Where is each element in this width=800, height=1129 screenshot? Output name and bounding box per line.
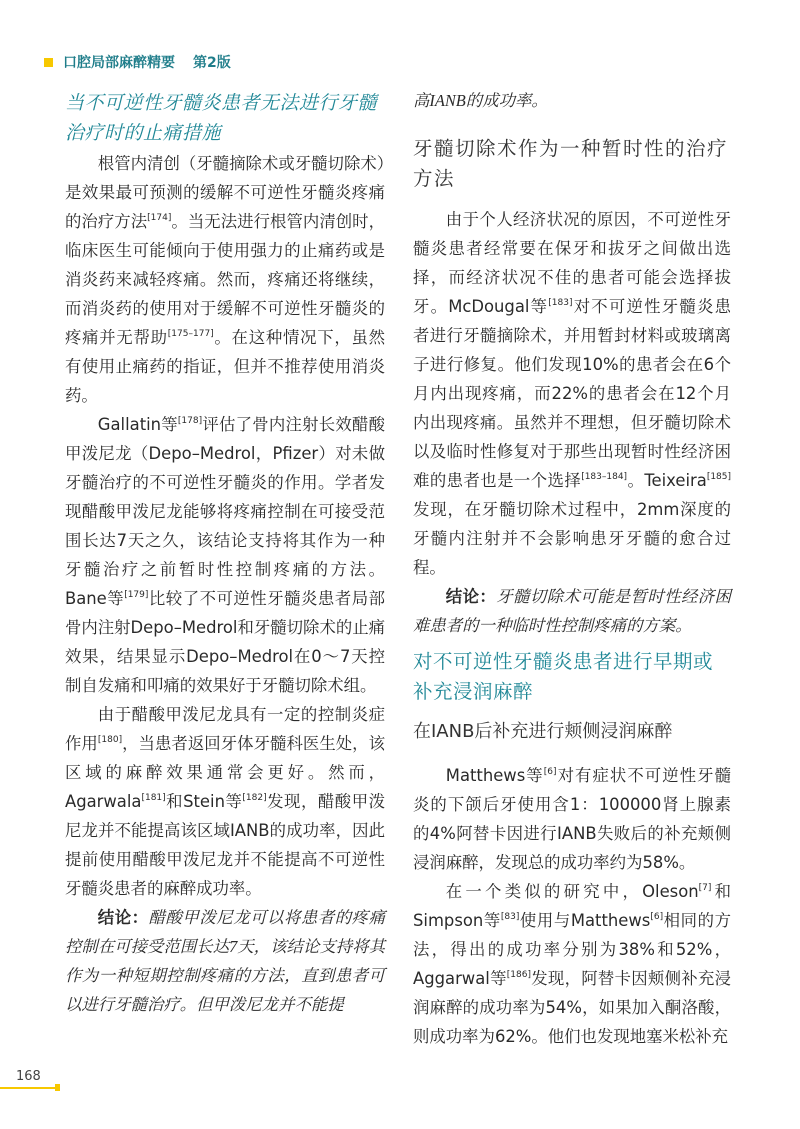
- citation-ref: [178]: [177, 416, 203, 426]
- paragraph: [65, 410, 385, 700]
- conclusion-paragraph: [65, 903, 385, 1019]
- conclusion-paragraph: [413, 582, 731, 640]
- text-run: 根管内清创（牙髓摘除术或牙髓切除术）是效果最可预测的缓解不可逆性牙髓炎疼痛的治疗方法: [65, 154, 385, 231]
- text-run: 。当无法进行根管内清创时，临床医生可能倾向于使用强力的止痛药或是消炎药来减轻疼痛。然而，疼痛还将继续，而消炎药的使用对于缓解不可逆性牙髓炎的疼痛并无帮助: [65, 212, 386, 347]
- text-run: 相同的方法，得出的成功率分别为38%和52%，Aggarwal等: [413, 911, 731, 988]
- citation-ref: [181]: [141, 793, 166, 803]
- text-run: 醋酸甲泼尼龙可以将患者的疼痛控制在可接受范围长达7天，该结论支持将其作为一种短期控制疼痛的方法，直到患者可以进行牙髓治疗。但甲泼尼龙并不能提: [65, 908, 386, 1014]
- text-run: 发现，阿替卡因颊侧补充浸润麻醉的成功率为54%，如果加入酮洛酸，则成功率为62%。他们也发现地塞米松补充: [413, 969, 732, 1046]
- text-run: 和Simpson等: [413, 882, 732, 930]
- citation-ref: [183–184]: [581, 472, 628, 482]
- citation-ref: [7]: [698, 883, 712, 893]
- header-square-icon: [44, 58, 53, 67]
- citation-ref: [6]: [650, 912, 664, 922]
- section-heading-supplemental: 对不可逆性牙髓炎患者进行早期或补充浸润麻醉: [413, 650, 714, 703]
- right-body-2: [413, 761, 731, 1051]
- citation-ref: [83]: [500, 912, 520, 922]
- subheading-buccal: 在IANB后补充进行颊侧浸润麻醉: [413, 721, 673, 742]
- paragraph: [413, 877, 731, 1051]
- conclusion-label: 结论：: [445, 587, 497, 606]
- page-number: 168: [16, 1069, 41, 1084]
- citation-ref: [183]: [548, 298, 573, 308]
- text-run: 发现，醋酸甲泼尼龙并不能提高该区域IANB的成功率，因此提前使用醋酸甲泼尼龙并不能提高不可逆性牙髓炎患者的麻醉成功率。: [65, 792, 386, 898]
- text-run: 在一个类似的研究中，Oleson: [445, 882, 699, 901]
- page-number-rule: [0, 1087, 58, 1089]
- text-run: ，当患者返回牙体牙髓科医生处，该区域的麻醉效果通常会更好。然而，Agarwala: [65, 734, 386, 811]
- left-body: [65, 149, 385, 1019]
- text-run: 使用与Matthews: [519, 911, 651, 930]
- text-run: 由于个人经济状况的原因，不可逆性牙髓炎患者经常要在保牙和拔牙之间做出选择，而经济状况不佳的患者可能会选择拔牙。McDougal等: [413, 210, 731, 316]
- paragraph: [413, 205, 731, 582]
- text-run: 。在这种情况下，虽然有使用止痛药的指证，但并不推荐使用消炎药。: [65, 328, 386, 405]
- text-run: 由于醋酸甲泼尼龙具有一定的控制炎症作用: [65, 705, 385, 753]
- book-title: 口腔局部麻醉精要: [63, 55, 175, 71]
- text-run: 发现，在牙髓切除术过程中，2mm深度的牙髓内注射并不会影响患牙牙髓的愈合过程。: [413, 500, 731, 577]
- text-run: 对不可逆性牙髓炎患者进行牙髓摘除术，并用暂封材料或玻璃离子进行修复。他们发现10%的患者会在6个月内出现疼痛，而22%的患者会在12个月内出现疼痛。虽然并不理想，但牙髓切除术以及临时性修复对于那些出现暂时性经济困难的患者也是一个选择: [413, 297, 731, 490]
- section-heading-pulpotomy: 牙髓切除术作为一种暂时性的治疗方法: [413, 137, 729, 190]
- text-run: 评估了骨内注射长效醋酸甲泼尼龙（Depo–Medrol，Pfizer）对未做牙髓治疗的不可逆性牙髓炎的作用。学者发现醋酸甲泼尼龙能够将疼痛控制在可接受范围长达7天之久，该结论支持将其作为一种牙髓治疗之前暂时性控制疼痛的方法。Bane等: [65, 415, 385, 608]
- citation-ref: [180]: [97, 735, 123, 745]
- running-header: [44, 52, 231, 72]
- paragraph: [65, 700, 385, 903]
- continuation-line: 高IANB的成功率。: [413, 91, 548, 110]
- text-run: 牙髓切除术可能是暂时性经济困难患者的一种临时性控制疼痛的方案。: [413, 587, 732, 635]
- text-run: 对有症状不可逆性牙髓炎的下颌后牙使用含1：100000肾上腺素的4%阿替卡因进行IANB失败后的补充颊侧浸润麻醉，发现总的成功率约为58%。: [413, 766, 731, 872]
- text-run: 。Teixeira: [627, 471, 707, 490]
- citation-ref: [6]: [543, 767, 557, 777]
- text-run: Gallatin等: [97, 415, 178, 434]
- paragraph: [65, 149, 385, 410]
- text-run: 比较了不可逆性牙髓炎患者局部骨内注射Depo–Medrol和牙髓切除术的止痛效果，结果显示Depo–Medrol在0～7天控制自发痛和叩痛的效果好于牙髓切除术组。: [65, 589, 386, 695]
- citation-ref: [175–177]: [167, 329, 214, 339]
- paragraph: [413, 761, 731, 877]
- conclusion-label: 结论：: [97, 908, 149, 927]
- text-run: Matthews等: [445, 766, 544, 785]
- citation-ref: [174]: [147, 213, 172, 223]
- edition: 第2版: [193, 55, 231, 71]
- citation-ref: [185]: [706, 472, 732, 482]
- section-title: 当不可逆性牙髓炎患者无法进行牙髓治疗时的止痛措施: [65, 92, 378, 144]
- citation-ref: [179]: [124, 590, 149, 600]
- citation-ref: [186]: [506, 970, 531, 980]
- continuation-text: [413, 86, 731, 115]
- text-run: 和Stein等: [165, 792, 243, 811]
- citation-ref: [182]: [242, 793, 267, 803]
- right-body-1: [413, 205, 731, 640]
